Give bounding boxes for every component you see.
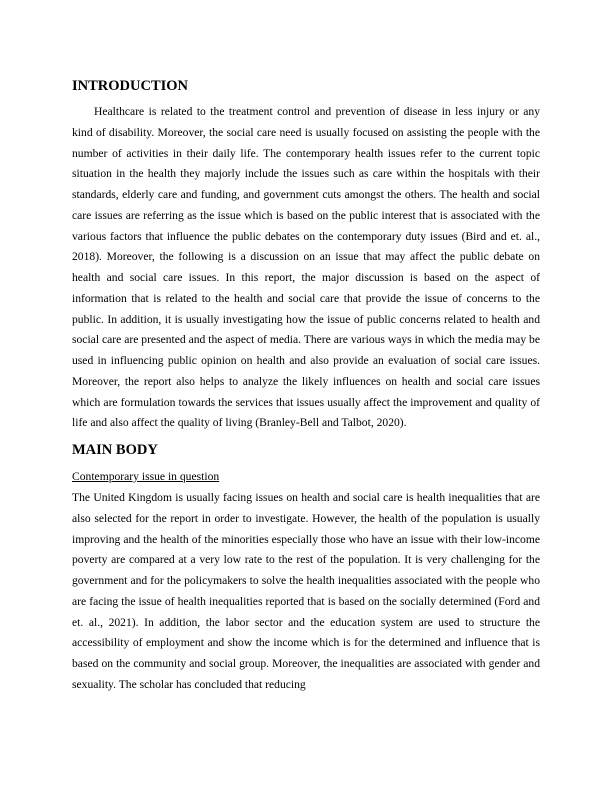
introduction-heading: INTRODUCTION (72, 78, 189, 94)
contemporary-issue-subheading: Contemporary issue in question (72, 470, 220, 483)
main-body-paragraph: The United Kingdom is usually facing issues on health and social care is health inequalities that are also selected for the report in order to investigate. However, the health of the population is usually improving and the health of the minorities especially those who have an issue with their low-income poverty are compared at a very low rate to the rest of the population. It is very challenging for the government and for the policymakers to solve the health inequalities associated with the people who are facing the issue of health inequalities reported that is based on the socially determined (Ford and et. al., 2021). In addition, the labor sector and the education system are used to structure the accessibility of employment and show the income which is for the determined and influence that is based on the community and social group. Moreover, the inequalities are associated with gender and sexuality. The scholar has concluded that reducing (72, 491, 540, 691)
introduction-paragraph: Healthcare is related to the treatment control and prevention of disease in less injury or any kind of disability. Moreover, the social care need is usually focused on assisting the people with the number of activities in their daily life. The contemporary health issues refer to the current topic situation in the health they majorly include the issues such as care within the hospitals with their standards, elderly care and funding, and government cuts amongst the others. The health and social care issues are referring as the issue which is based on the public interest that is associated with the various factors that influence the public debates on the contemporary duty issues (Bird and et. al., 2018). Moreover, the following is a discussion on an issue that may affect the public debate on health and social care issues. In this report, the major discussion is based on the aspect of information that is related to the health and social care that provide the issue of concerns to the public. In addition, it is usually investigating how the issue of public concerns related to health and social care are presented and the aspect of media. There are various ways in which the media may be used in influencing public opinion on health and also provide an evaluation of social care issues. Moreover, the report also helps to analyze the likely influences on health and social care issues which are formulation towards the services that issues usually affect the improvement and quality of life and also affect the quality of living (Branley-Bell and Talbot, 2020). (72, 105, 540, 430)
main-body-heading: MAIN BODY (72, 442, 158, 458)
